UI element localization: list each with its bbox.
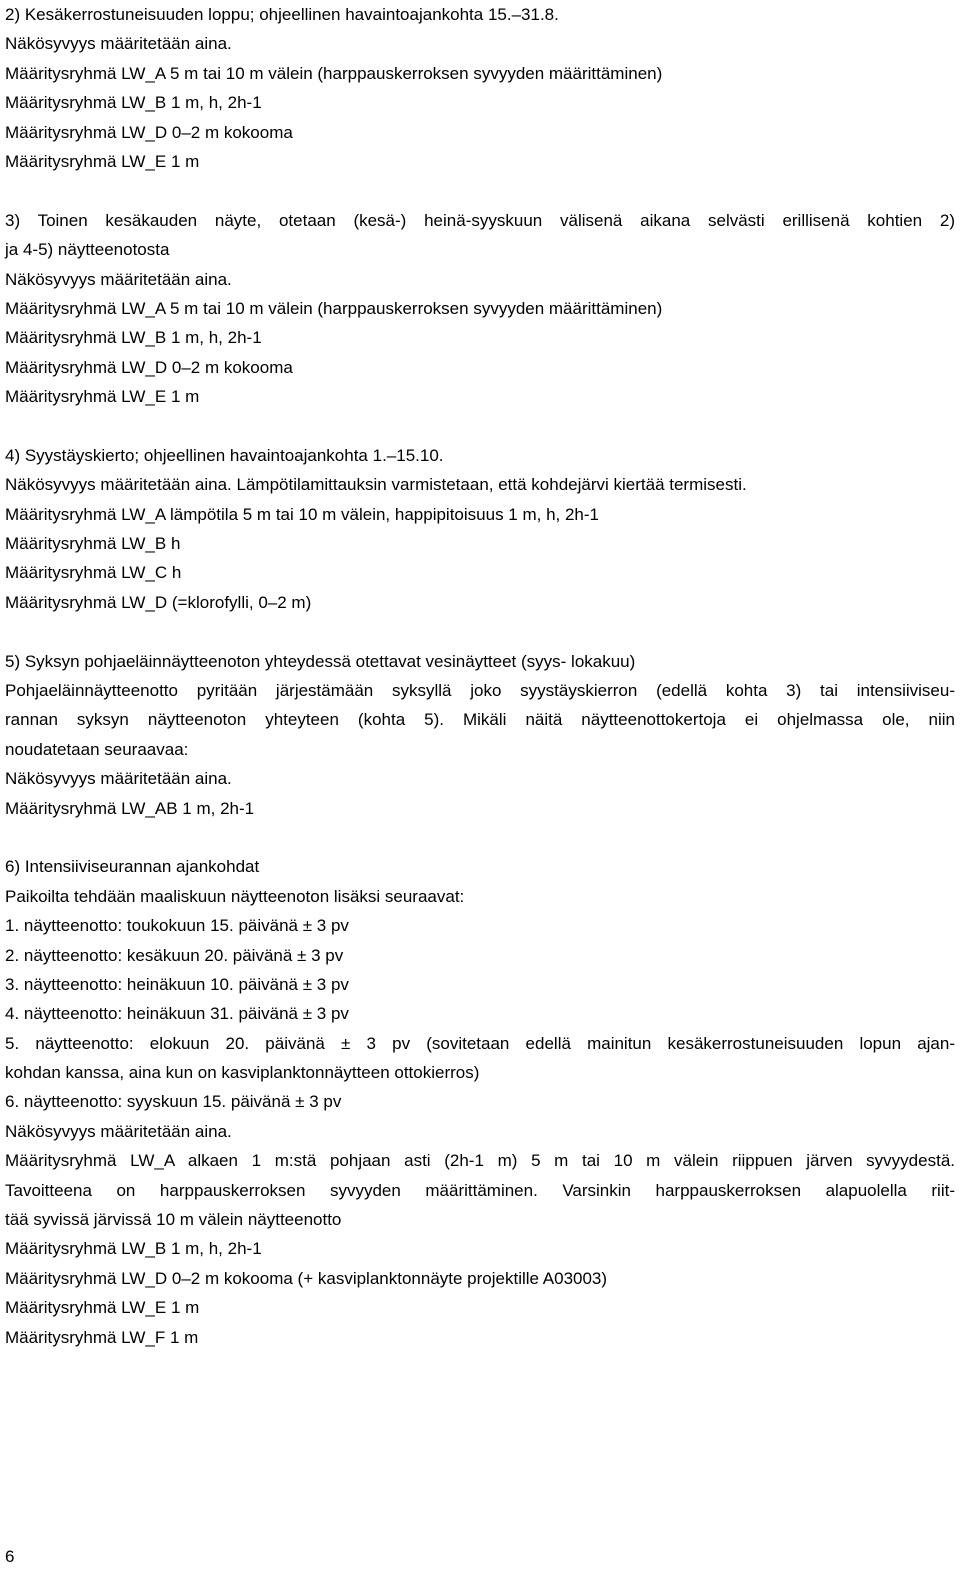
text-line: 5) Syksyn pohjaeläinnäytteenoton yhteydessä otettavat vesinäytteet (syys- lokakuu) <box>5 651 636 671</box>
text-line: Näkösyvyys määritetään aina. <box>5 34 232 54</box>
text-line: tää syvissä järvissä 10 m välein näytteenotto <box>5 1210 342 1230</box>
text-line: 3) Toinen kesäkauden näyte, otetaan (kesä-) heinä-syyskuun välisenä aikana selvästi erillisenä kohtien 2) <box>5 210 955 230</box>
text-line: Määritysryhmä LW_E 1 m <box>5 387 200 407</box>
text-line: Paikoilta tehdään maaliskuun näytteenoton lisäksi seuraavat: <box>5 886 465 906</box>
blank-line <box>5 823 955 852</box>
blank-line <box>5 617 955 646</box>
text-line: 4) Syystäyskierto; ohjeellinen havaintoajankohta 1.–15.10. <box>5 445 444 465</box>
text-line: Määritysryhmä LW_D 0–2 m kokooma (+ kasviplanktonnäyte projektille A03003) <box>5 1268 608 1288</box>
text-line: 6. näytteenotto: syyskuun 15. päivänä ± 3 pv <box>5 1092 342 1112</box>
text-line: rannan syksyn näytteenoton yhteyteen (kohta 5). Mikäli näitä näytteenottokertoja ei ohjelmassa ole, niin <box>5 710 955 730</box>
text-line: Määritysryhmä LW_D (=klorofylli, 0–2 m) <box>5 592 312 612</box>
text-line: Määritysryhmä LW_B 1 m, h, 2h-1 <box>5 328 262 348</box>
document-page <box>5 0 955 1352</box>
text-line: Tavoitteena on harppauskerroksen syvyyden määrittäminen. Varsinkin harppauskerroksen alapuolella riit- <box>5 1180 955 1200</box>
text-line: noudatetaan seuraavaa: <box>5 739 189 759</box>
text-line: Määritysryhmä LW_B 1 m, h, 2h-1 <box>5 93 262 113</box>
text-line: Määritysryhmä LW_E 1 m <box>5 151 200 171</box>
blank-line <box>5 176 955 205</box>
text-line: Määritysryhmä LW_A alkaen 1 m:stä pohjaan asti (2h-1 m) 5 m tai 10 m välein riippuen järven syvyydestä. <box>5 1151 955 1171</box>
text-line: Pohjaeläinnäytteenotto pyritään järjestämään syksyllä joko syystäyskierron (edellä kohta 3) tai intensiiviseu- <box>5 680 955 700</box>
text-line: kohdan kanssa, aina kun on kasviplanktonnäytteen ottokierros) <box>5 1063 480 1083</box>
text-line: 2. näytteenotto: kesäkuun 20. päivänä ± 3 pv <box>5 945 344 965</box>
text-line: 5. näytteenotto: elokuun 20. päivänä ± 3 pv (sovitetaan edellä mainitun kesäkerrostuneisuuden lopun ajan- <box>5 1033 955 1053</box>
text-line: Määritysryhmä LW_A 5 m tai 10 m välein (harppauskerroksen syvyyden määrittäminen) <box>5 63 663 83</box>
page-number: 6 <box>5 1547 15 1566</box>
text-line: Määritysryhmä LW_D 0–2 m kokooma <box>5 122 293 142</box>
text-line: Määritysryhmä LW_A lämpötila 5 m tai 10 m välein, happipitoisuus 1 m, h, 2h-1 <box>5 504 600 524</box>
blank-line <box>5 411 955 440</box>
text-line: ja 4-5) näytteenotosta <box>5 240 170 260</box>
text-line: Näkösyvyys määritetään aina. <box>5 1121 232 1141</box>
text-line: Näkösyvyys määritetään aina. <box>5 269 232 289</box>
text-line: 2) Kesäkerrostuneisuuden loppu; ohjeellinen havaintoajankohta 15.–31.8. <box>5 5 559 24</box>
text-line: Määritysryhmä LW_A 5 m tai 10 m välein (harppauskerroksen syvyyden määrittäminen) <box>5 298 663 318</box>
text-line: Määritysryhmä LW_C h <box>5 563 182 583</box>
text-line: Näkösyvyys määritetään aina. <box>5 769 232 789</box>
text-line: Näkösyvyys määritetään aina. Lämpötilamittauksin varmistetaan, että kohdejärvi kiertää termisesti. <box>5 475 747 495</box>
text-line: Määritysryhmä LW_F 1 m <box>5 1327 199 1347</box>
text-line: Määritysryhmä LW_B h <box>5 534 181 554</box>
text-line: 1. näytteenotto: toukokuun 15. päivänä ± 3 pv <box>5 916 349 936</box>
text-line: Määritysryhmä LW_AB 1 m, 2h-1 <box>5 798 255 818</box>
text-line: 6) Intensiiviseurannan ajankohdat <box>5 857 260 877</box>
text-line: Määritysryhmä LW_B 1 m, h, 2h-1 <box>5 1239 262 1259</box>
text-line: Määritysryhmä LW_E 1 m <box>5 1298 200 1318</box>
text-line: Määritysryhmä LW_D 0–2 m kokooma <box>5 357 293 377</box>
text-line: 3. näytteenotto: heinäkuun 10. päivänä ± 3 pv <box>5 974 349 994</box>
text-line: 4. näytteenotto: heinäkuun 31. päivänä ± 3 pv <box>5 1004 349 1024</box>
